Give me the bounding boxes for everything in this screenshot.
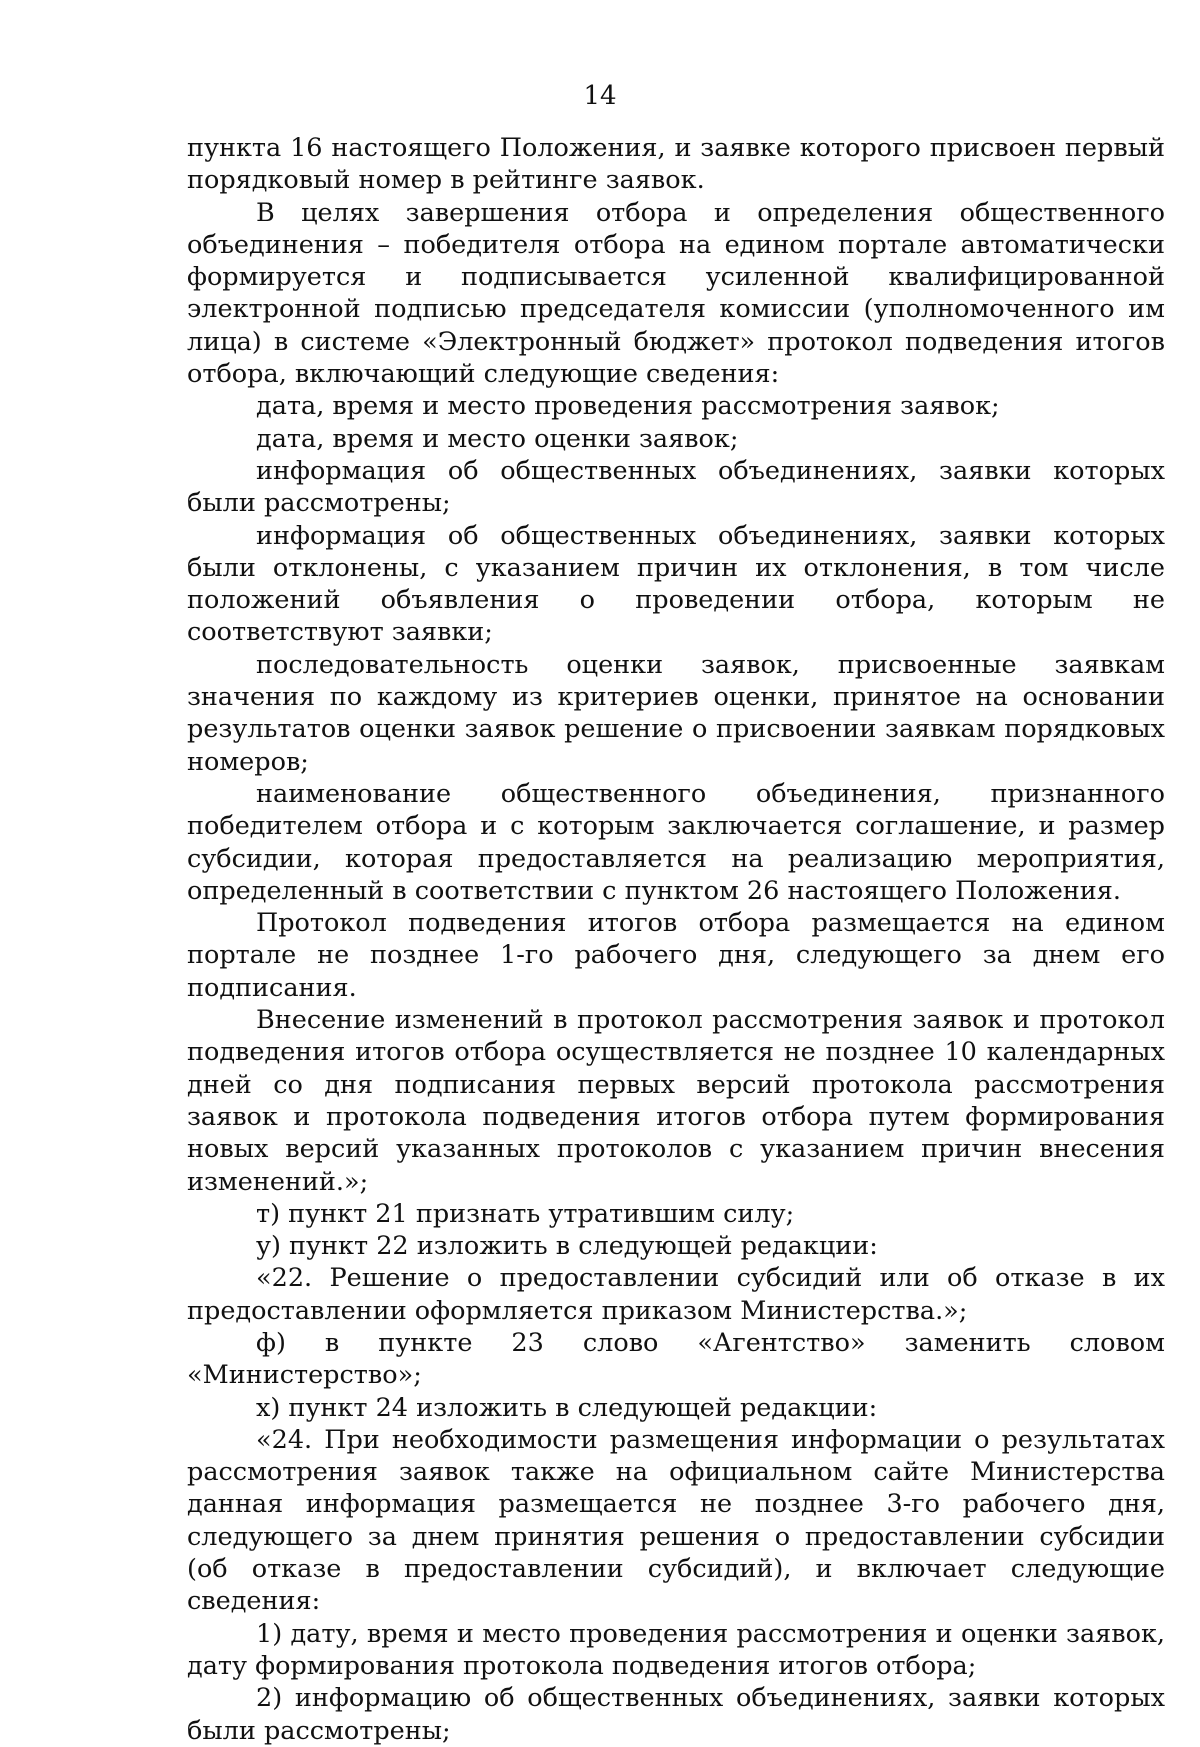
paragraph-14: ф) в пункте 23 слово «Агентство» заменить словом «Министерство»; — [187, 1327, 1165, 1391]
paragraph-6: информация об общественных объединениях, заявки которых были отклонены, с указанием причин их отклонения, в том числе положений объявления о проведении отбора, которым не соответствуют заявки; — [187, 520, 1165, 648]
paragraph-8: наименование общественного объединения, признанного победителем отбора и с которым заключается соглашение, и размер субсидии, которая предоставляется на реализацию мероприятия, определенный в соответствии с пунктом 26 настоящего Положения. — [187, 778, 1165, 906]
paragraph-7: последовательность оценки заявок, присвоенные заявкам значения по каждому из критериев оценки, принятое на основании результатов оценки заявок решение о присвоении заявкам порядковых номеров; — [187, 649, 1165, 777]
paragraph-1: пункта 16 настоящего Положения, и заявке которого присвоен первый порядковый номер в рейтинге заявок. — [187, 133, 1165, 196]
paragraph-12: у) пункт 22 изложить в следующей редакции: — [256, 1231, 878, 1262]
paragraph-2: В целях завершения отбора и определения общественного объединения – победителя отбора на едином портале автоматически формируется и подписывается усиленной квалифицированной электронной подписью председателя комиссии (уполномоченного им лица) в системе «Электронный бюджет» протокол подведения итогов отбора, включающий следующие сведения: — [187, 197, 1165, 390]
paragraph-11: т) пункт 21 признать утратившим силу; — [256, 1198, 795, 1229]
paragraph-3: дата, время и место проведения рассмотрения заявок; — [256, 391, 1000, 422]
paragraph-10: Внесение изменений в протокол рассмотрения заявок и протокол подведения итогов отбора осуществляется не позднее 10 календарных дней со дня подписания первых версий протокола рассмотрения заявок и протокола подведения итогов отбора путем формирования новых версий указанных протоколов с указанием причин внесения изменений.»; — [187, 1005, 1165, 1197]
page-number: 14 — [583, 81, 617, 111]
paragraph-18: 2) информацию об общественных объединениях, заявки которых были рассмотрены; — [187, 1683, 1165, 1746]
paragraph-9: Протокол подведения итогов отбора размещается на едином портале не позднее 1-го рабочего дня, следующего за днем его подписания. — [187, 908, 1165, 1003]
paragraph-15: х) пункт 24 изложить в следующей редакции: — [256, 1392, 878, 1423]
paragraph-16: «24. При необходимости размещения информации о результатах рассмотрения заявок также на официальном сайте Министерства данная информация размещается не позднее 3-го рабочего дня, следующего за днем принятия решения о предоставлении субсидии (об отказе в предоставлении субсидий), и включает следующие сведения: — [187, 1424, 1165, 1617]
paragraph-5: информация об общественных объединениях, заявки которых были рассмотрены; — [187, 455, 1165, 519]
paragraph-17: 1) дату, время и место проведения рассмотрения и оценки заявок, дату формирования протокола подведения итогов отбора; — [187, 1618, 1165, 1681]
document-body — [187, 132, 1165, 1747]
paragraph-13: «22. Решение о предоставлении субсидий или об отказе в их предоставлении оформляется приказом Министерства.»; — [187, 1263, 1165, 1326]
paragraph-4: дата, время и место оценки заявок; — [256, 423, 739, 454]
